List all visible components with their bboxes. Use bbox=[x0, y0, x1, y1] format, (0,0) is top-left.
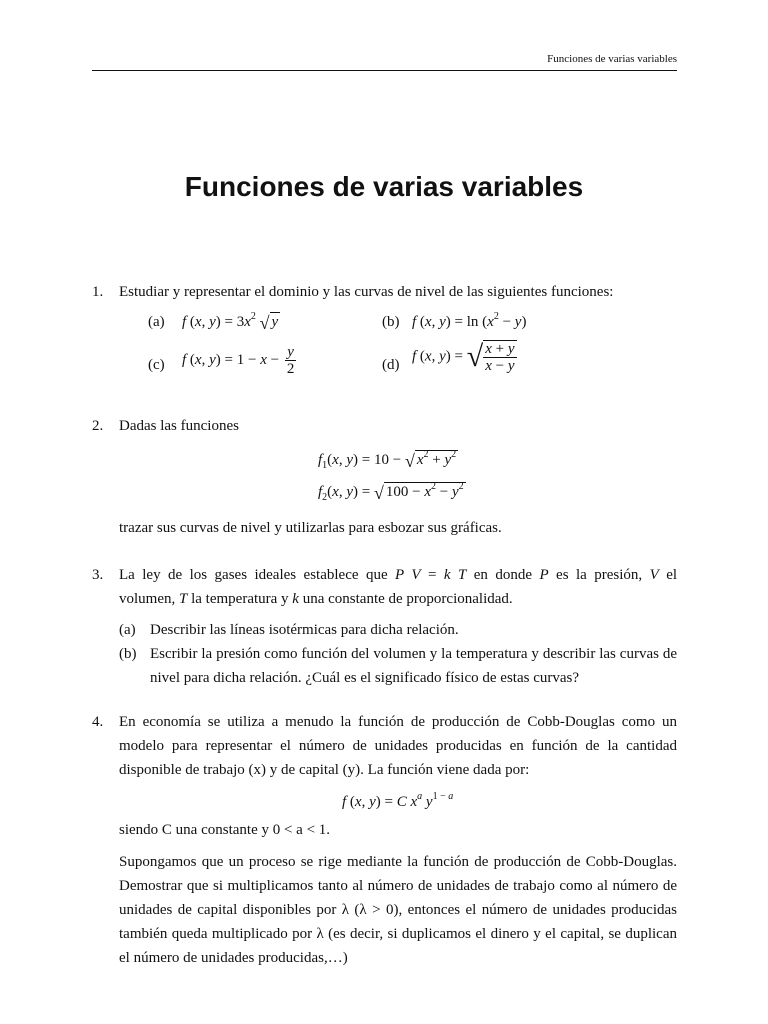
item-d-label: (d) bbox=[382, 357, 400, 373]
exercise-number: 1. bbox=[92, 284, 104, 300]
exercise-number: 2. bbox=[92, 418, 104, 434]
running-header bbox=[92, 50, 677, 71]
formula-d: f (x, y) = √ $\frac{x + y}{x - y}$ bbox=[412, 340, 515, 374]
formula-f2: $f_2(x$, y) = √ $100 - x^2 - y^2$ bbox=[318, 481, 464, 503]
exercise-text: En economía se utiliza a menudo la función de producción de Cobb-Douglas como un modelo para representar el número de unidades producidas en función de la cantidad disponible de trabajo (x) y de capital (y). La función viene dada por: bbox=[119, 714, 677, 778]
item-c-label: (c) bbox=[148, 357, 165, 373]
exercise-text-line-2: volumen, T la temperatura y k una constante de proporcionalidad. bbox=[119, 591, 513, 607]
exercise-2 bbox=[92, 414, 677, 544]
formula-a: f (x, $y) = 3x^2$ √ y bbox=[182, 311, 279, 333]
exercise-condition: siendo C una constante y 0 < a < 1. bbox=[119, 822, 331, 838]
item-b-label: (b) bbox=[382, 314, 400, 330]
exercise-number: 3. bbox=[92, 567, 104, 583]
formula-b: f (x, $y) = \ln (x^2 - y)$ bbox=[412, 311, 527, 330]
exercise-number: 4. bbox=[92, 714, 104, 730]
running-header-title: Funciones de varias variables bbox=[547, 53, 677, 65]
sub-items bbox=[119, 618, 677, 690]
exercise-3 bbox=[92, 563, 677, 693]
exercise-4 bbox=[92, 710, 677, 970]
sub-item-a: (a) Describir las líneas isotérmicas para dicha relación. bbox=[119, 622, 459, 638]
formula-c: f (x, y) = 1 − x − $\frac{y}{2}$ bbox=[182, 344, 295, 377]
exercise-text: Dadas las funciones bbox=[119, 418, 239, 434]
formula-f1: $f_1(x$, y) = 10 − √ $x^2 + y^2$ bbox=[318, 449, 457, 471]
exercise-text-line-1: La ley de los gases ideales establece que P V = k T en donde P es la presión, V el bbox=[119, 567, 678, 583]
formula-cobb-douglas: f (x, y) = C $x^a$ $y^{1 - a}$ bbox=[342, 791, 454, 810]
page-title: Funciones de varias variables bbox=[184, 171, 584, 202]
exercise-text: Estudiar y representar el dominio y las curvas de nivel de las siguientes funciones: bbox=[119, 284, 614, 300]
exercise-paragraph: Supongamos que un proceso se rige mediante la función de producción de Cobb-Douglas. Demostrar que si multiplicamos tanto al número de unidades de trabajo como al número de unidades de capital disponibles por λ (λ > 0), entonces el número de unidades producidas también queda multiplicado por λ (es decir, si duplicamos el dinero y el capital, se duplican el número de unidades producidas,…) bbox=[119, 854, 677, 966]
item-a-label: (a) bbox=[148, 314, 165, 330]
sub-item-b: (b) Escribir la presión como función del volumen y la temperatura y describir las curvas de nivel para dicha relación. ¿Cuál es el significado físico de estas curvas? bbox=[119, 646, 677, 686]
exercise-text-after: trazar sus curvas de nivel y utilizarlas para esbozar sus gráficas. bbox=[119, 520, 502, 536]
exercise-1 bbox=[92, 280, 677, 390]
